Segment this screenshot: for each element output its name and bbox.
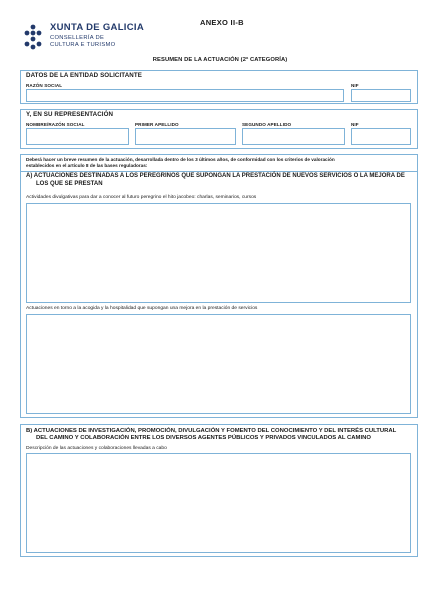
section-a-title-line1: A) ACTUACIONES DESTINADAS A LOS PEREGRINOS QUE SUPONGAN LA PRESTACIÓN DE NUEVOS SERVICIOS O LA MEJORA DE	[26, 173, 405, 179]
anexo-label: ANEXO II-B	[200, 18, 244, 27]
segundo-apellido-field[interactable]	[242, 128, 345, 145]
razon-social-label: RAZÓN SOCIAL	[26, 83, 63, 88]
b-field-label: Descripción de las actuaciones y colaboraciones llevadas a cabo	[26, 446, 167, 451]
razon-social-field[interactable]	[26, 89, 344, 102]
a1-textarea[interactable]	[26, 203, 411, 303]
rep-nif-label: NIF	[351, 122, 359, 127]
rep-nif-field[interactable]	[351, 128, 411, 145]
b-textarea[interactable]	[26, 453, 411, 553]
nombre-label: NOMBRE/RAZÓN SOCIAL	[26, 122, 85, 127]
a1-field-label: Actividades divulgativas para dar a conocer al futuro peregrino el hito jacobeo: charlas, seminarios, cursos	[26, 195, 257, 200]
representacion-title: Y, EN SU REPRESENTACIÓN	[26, 111, 114, 118]
org-name: XUNTA DE GALICIA	[50, 22, 144, 33]
intro-divider	[20, 171, 418, 172]
segundo-apellido-label: SEGUNDO APELLIDO	[242, 122, 292, 127]
resumen-intro-line1: Deberá hacer un breve resumen de la actuación, desarrollada dentro de los 3 últimos años, de conformidad con los criterios de valoración	[26, 157, 335, 162]
section-b-title-line1: B) ACTUACIONES DE INVESTIGACIÓN, PROMOCIÓN, DIVULGACIÓN Y FOMENTO DEL CONOCIMIENTO Y DEL INTERÉS CULTURAL	[26, 428, 397, 434]
primer-apellido-label: PRIMER APELLIDO	[135, 122, 179, 127]
org-department-line1: CONSELLERÍA DE	[50, 35, 105, 41]
solicitante-title: DATOS DE LA ENTIDAD SOLICITANTE	[26, 72, 142, 79]
resumen-intro-line2: establecidos en el artículo 8 de las bases reguladoras:	[26, 163, 148, 168]
section-b-title-line2: DEL CAMINO Y COLABORACIÓN ENTRE LOS DIVERSOS AGENTES PÚBLICOS Y PRIVADOS VINCULADOS AL CAMINO	[36, 435, 371, 441]
a2-field-label: Actuaciones en torno a la acogida y la hospitalidad que supongan una mejora en la prestación de servicios	[26, 306, 258, 311]
nif-field[interactable]	[351, 89, 411, 102]
section-a-title-line2: LOS QUE SE PRESTAN	[36, 181, 103, 187]
primer-apellido-field[interactable]	[135, 128, 236, 145]
nombre-field[interactable]	[26, 128, 129, 145]
document-title: RESUMEN DE LA ACTUACIÓN (2ª CATEGORÍA)	[152, 57, 288, 63]
a2-textarea[interactable]	[26, 314, 411, 414]
org-department-line2: CULTURA E TURISMO	[50, 42, 116, 48]
xunta-cross-emblem-icon	[22, 24, 44, 50]
nif-label: NIF	[351, 83, 359, 88]
